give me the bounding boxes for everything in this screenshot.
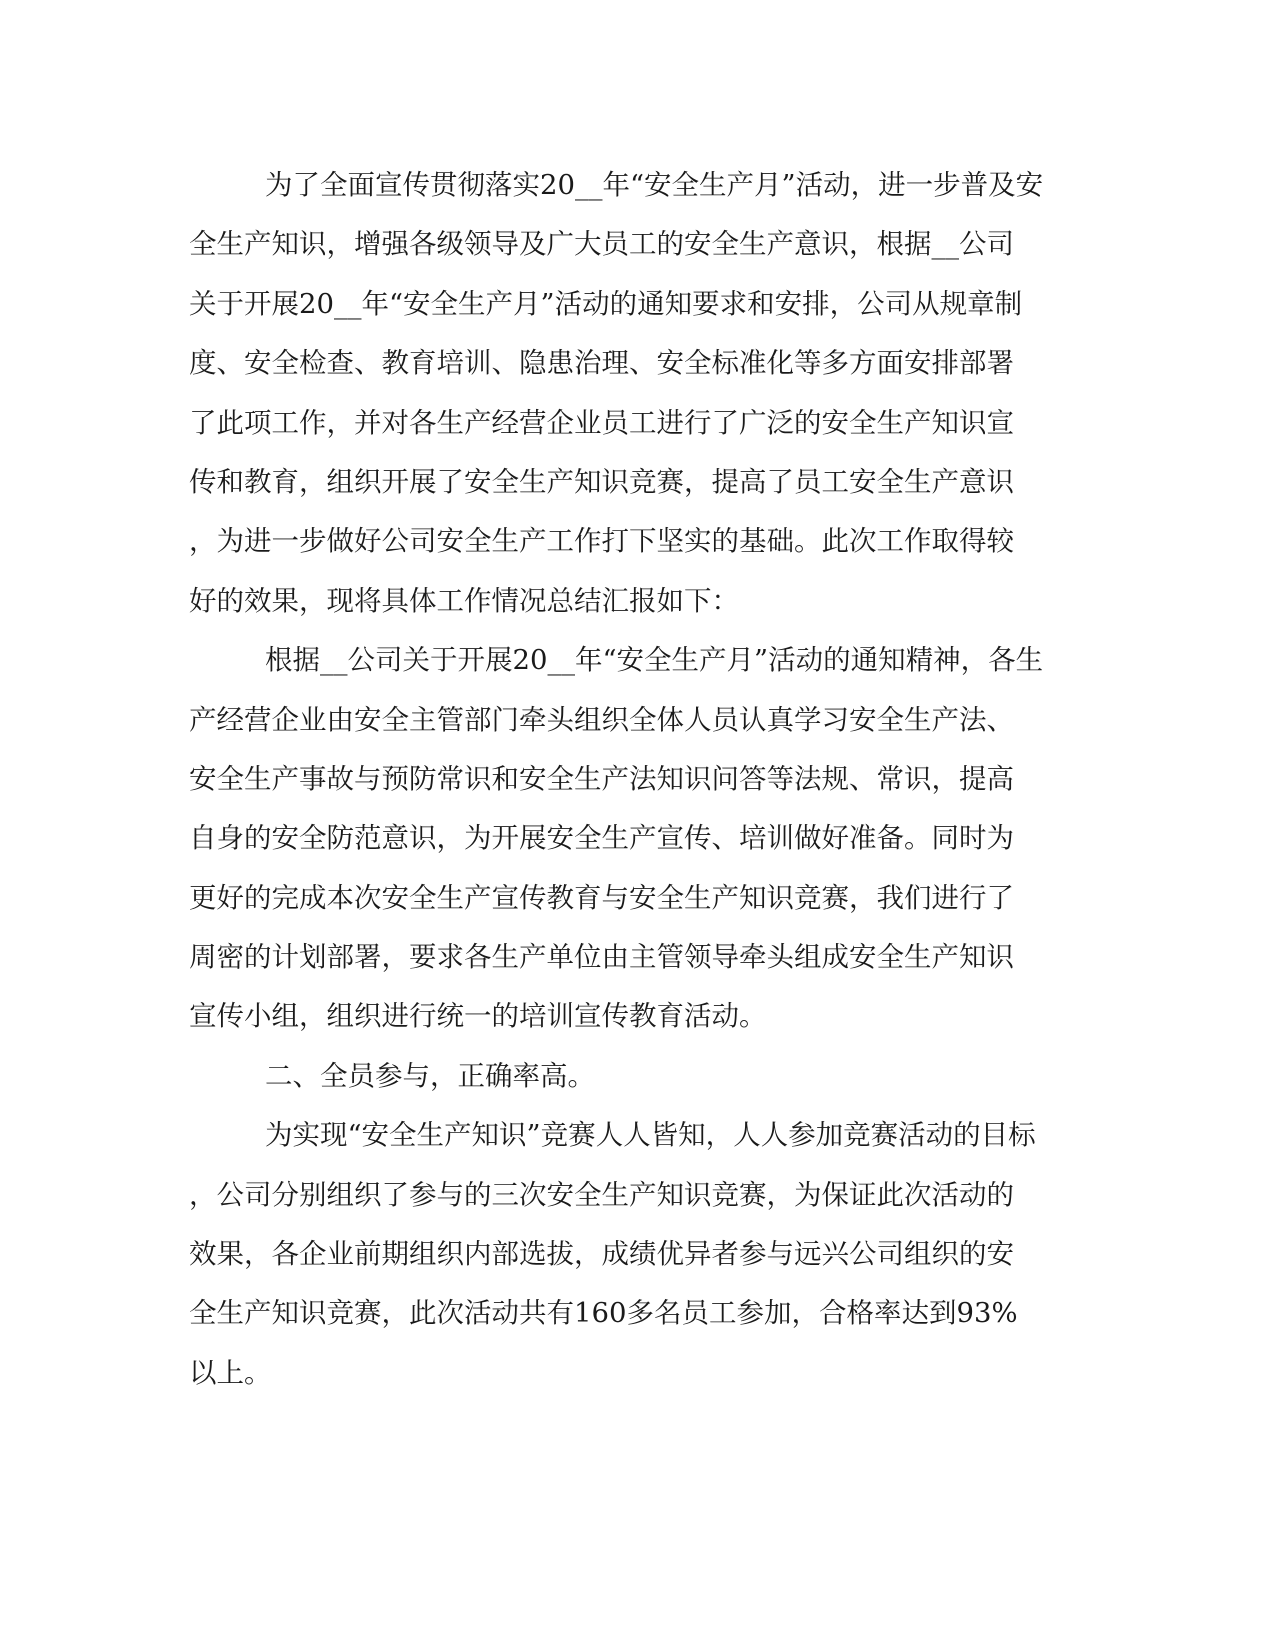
text-line: 产经营企业由安全主管部门牵头组织全体人员认真学习安全生产法、 <box>189 703 1014 736</box>
text-line: ，公司分别组织了参与的三次安全生产知识竞赛，为保证此次活动的 <box>189 1178 1014 1211</box>
text-line: 周密的计划部署，要求各生产单位由主管领导牵头组成安全生产知识 <box>189 941 1014 974</box>
text-line: 效果，各企业前期组织内部选拔，成绩优异者参与远兴公司组织的安 <box>189 1238 1014 1271</box>
text-line: 更好的完成本次安全生产宣传教育与安全生产知识竞赛，我们进行了 <box>189 881 1014 914</box>
text-line: 关于开展20__年“安全生产月”活动的通知要求和安排，公司从规章制 <box>189 287 1023 320</box>
text-line: 以上。 <box>189 1356 272 1389</box>
text-line: 宣传小组，组织进行统一的培训宣传教育活动。 <box>189 1000 767 1033</box>
paragraph-competition <box>189 1106 1074 1403</box>
text-line: 为实现“安全生产知识”竞赛人人皆知，人人参加竞赛活动的目标 <box>265 1119 1036 1152</box>
text-line: 为了全面宣传贯彻落实20__年“安全生产月”活动，进一步普及安 <box>265 169 1044 201</box>
text-line: 传和教育，组织开展了安全生产知识竞赛，提高了员工安全生产意识 <box>189 465 1014 498</box>
text-line: 根据__公司关于开展20__年“安全生产月”活动的通知精神，各生 <box>265 644 1044 677</box>
document-body <box>189 156 1074 1403</box>
text-line: 安全生产事故与预防常识和安全生产法知识问答等法规、常识，提高 <box>189 762 1014 795</box>
text-line: 全生产知识，增强各级领导及广大员工的安全生产意识，根据__公司 <box>189 228 1014 261</box>
paragraph-intro <box>189 156 1074 631</box>
text-line: 全生产知识竞赛，此次活动共有160多名员工参加，合格率达到93% <box>189 1297 1018 1330</box>
section-heading-two <box>189 1047 1074 1106</box>
paragraph-preparation <box>189 631 1074 1047</box>
text-line: 了此项工作，并对各生产经营企业员工进行了广泛的安全生产知识宣 <box>189 406 1014 439</box>
text-line: 好的效果，现将具体工作情况总结汇报如下： <box>189 584 739 617</box>
text-line: 自身的安全防范意识，为开展安全生产宣传、培训做好准备。同时为 <box>189 822 1014 855</box>
section-heading: 二、全员参与，正确率高。 <box>265 1059 595 1092</box>
text-line: ，为进一步做好公司安全生产工作打下坚实的基础。此次工作取得较 <box>189 525 1014 558</box>
text-line: 度、安全检查、教育培训、隐患治理、安全标准化等多方面安排部署 <box>189 347 1014 380</box>
